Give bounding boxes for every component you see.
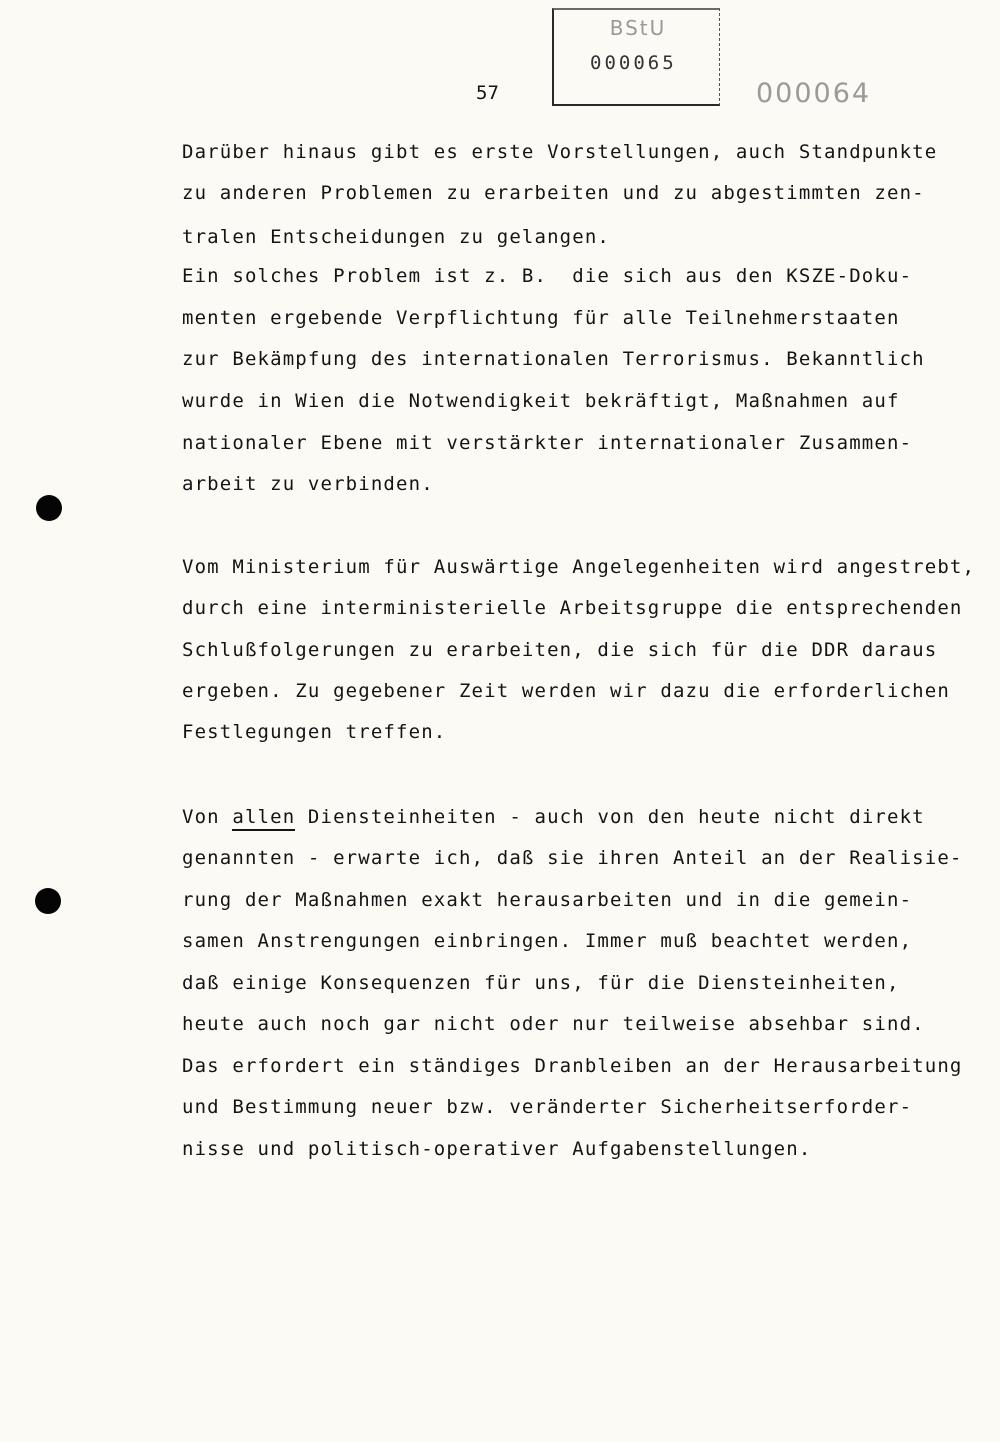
- text-line: nationaler Ebene mit verstärkter internationaler Zusammen-: [182, 432, 913, 454]
- text-line: arbeit zu verbinden.: [182, 473, 434, 495]
- punch-hole-icon: [36, 495, 62, 521]
- text-line: Festlegungen treffen.: [182, 721, 447, 743]
- text-line: genannten - erwarte ich, daß sie ihren Anteil an der Realisie-: [182, 847, 963, 869]
- line-start: Von: [182, 806, 233, 828]
- text-line: nisse und politisch-operativer Aufgabenstellungen.: [182, 1138, 812, 1160]
- text-line: Darüber hinaus gibt es erste Vorstellungen, auch Standpunkte: [182, 141, 938, 163]
- text-line: zu anderen Problemen zu erarbeiten und zu abgestimmten zen-: [182, 182, 925, 204]
- page-number: 57: [476, 82, 499, 104]
- folio-number: 000064: [756, 78, 872, 109]
- archive-stamp: [552, 8, 720, 106]
- text-line: wurde in Wien die Notwendigkeit bekräftigt, Maßnahmen auf: [182, 390, 900, 412]
- text-line: durch eine interministerielle Arbeitsgruppe die entsprechenden: [182, 597, 963, 619]
- text-line: menten ergebende Verpflichtung für alle Teilnehmerstaaten: [182, 307, 900, 329]
- text-line: ergeben. Zu gegebener Zeit werden wir dazu die erforderlichen: [182, 680, 950, 702]
- text-line: Schlußfolgerungen zu erarbeiten, die sich für die DDR daraus: [182, 639, 938, 661]
- underlined-word: allen: [232, 806, 295, 831]
- text-line: Vom Ministerium für Auswärtige Angelegenheiten wird angestrebt,: [182, 556, 976, 578]
- text-line: daß einige Konsequenzen für uns, für die Diensteinheiten,: [182, 972, 900, 994]
- line-rest: Diensteinheiten - auch von den heute nicht direkt: [295, 806, 925, 828]
- stamp-code: BStU: [609, 16, 667, 40]
- text-line: tralen Entscheidungen zu gelangen.: [182, 226, 611, 248]
- text-line: [182, 805, 925, 829]
- text-line: heute auch noch gar nicht oder nur teilweise absehbar sind.: [182, 1013, 925, 1035]
- stamp-number: 000065: [590, 52, 677, 74]
- text-line: samen Anstrengungen einbringen. Immer muß beachtet werden,: [182, 930, 913, 952]
- text-line: rung der Maßnahmen exakt herausarbeiten und in die gemein-: [182, 889, 913, 911]
- punch-hole-icon: [35, 888, 61, 914]
- text-line: und Bestimmung neuer bzw. veränderter Sicherheitserforder-: [182, 1096, 913, 1118]
- text-line: zur Bekämpfung des internationalen Terrorismus. Bekanntlich: [182, 348, 925, 370]
- text-line: Das erfordert ein ständiges Dranbleiben an der Herausarbeitung: [182, 1055, 963, 1077]
- text-line: Ein solches Problem ist z. B. die sich aus den KSZE-Doku-: [182, 265, 913, 287]
